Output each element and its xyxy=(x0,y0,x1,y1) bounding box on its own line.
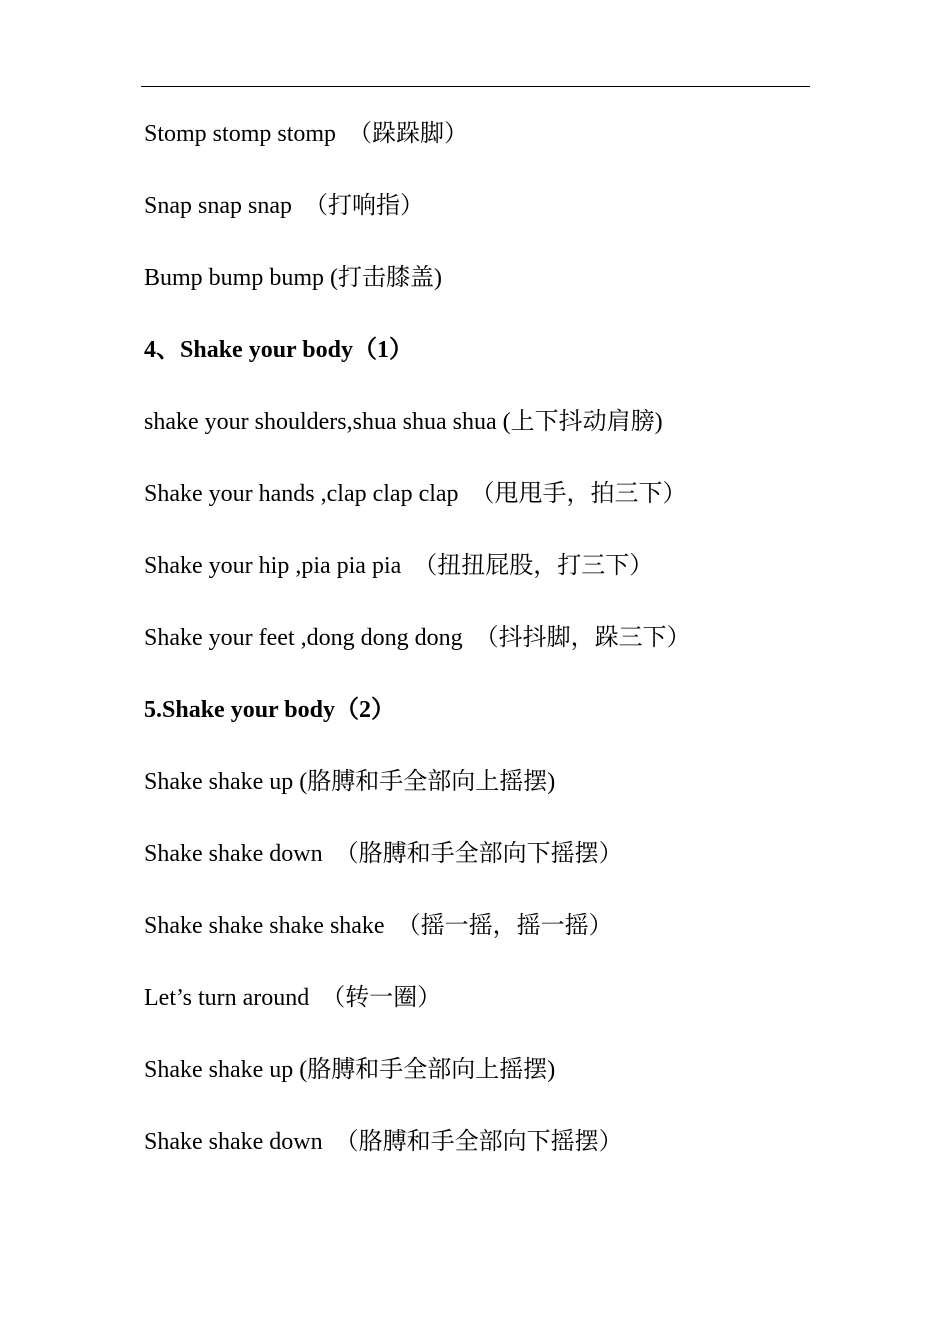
text-line: Shake shake up (胳膊和手全部向上摇摆) xyxy=(144,769,556,795)
text-line: Snap snap snap （打响指） xyxy=(144,193,424,219)
document-body xyxy=(144,112,844,1192)
section-heading: 5.Shake your body（2） xyxy=(144,697,395,723)
text-line: Bump bump bump (打击膝盖) xyxy=(144,265,442,291)
text-line: Shake your feet ,dong dong dong （抖抖脚，跺三下） xyxy=(144,625,691,651)
text-line: Let’s turn around （转一圈） xyxy=(144,985,442,1011)
text-line: Shake your hands ,clap clap clap （甩甩手，拍三下） xyxy=(144,481,687,507)
text-line: Shake shake down （胳膊和手全部向下摇摆） xyxy=(144,841,623,867)
header-rule xyxy=(141,86,810,87)
section-heading: 4、Shake your body（1） xyxy=(144,337,413,363)
text-line: Shake shake up (胳膊和手全部向上摇摆) xyxy=(144,1057,556,1083)
text-line: Shake shake shake shake （摇一摇，摇一摇） xyxy=(144,913,613,939)
text-line: shake your shoulders,shua shua shua (上下抖动肩膀) xyxy=(144,409,663,435)
text-line: Stomp stomp stomp （跺跺脚） xyxy=(144,121,469,147)
text-line: Shake your hip ,pia pia pia （扭扭屁股，打三下） xyxy=(144,553,654,579)
text-line: Shake shake down （胳膊和手全部向下摇摆） xyxy=(144,1129,623,1155)
